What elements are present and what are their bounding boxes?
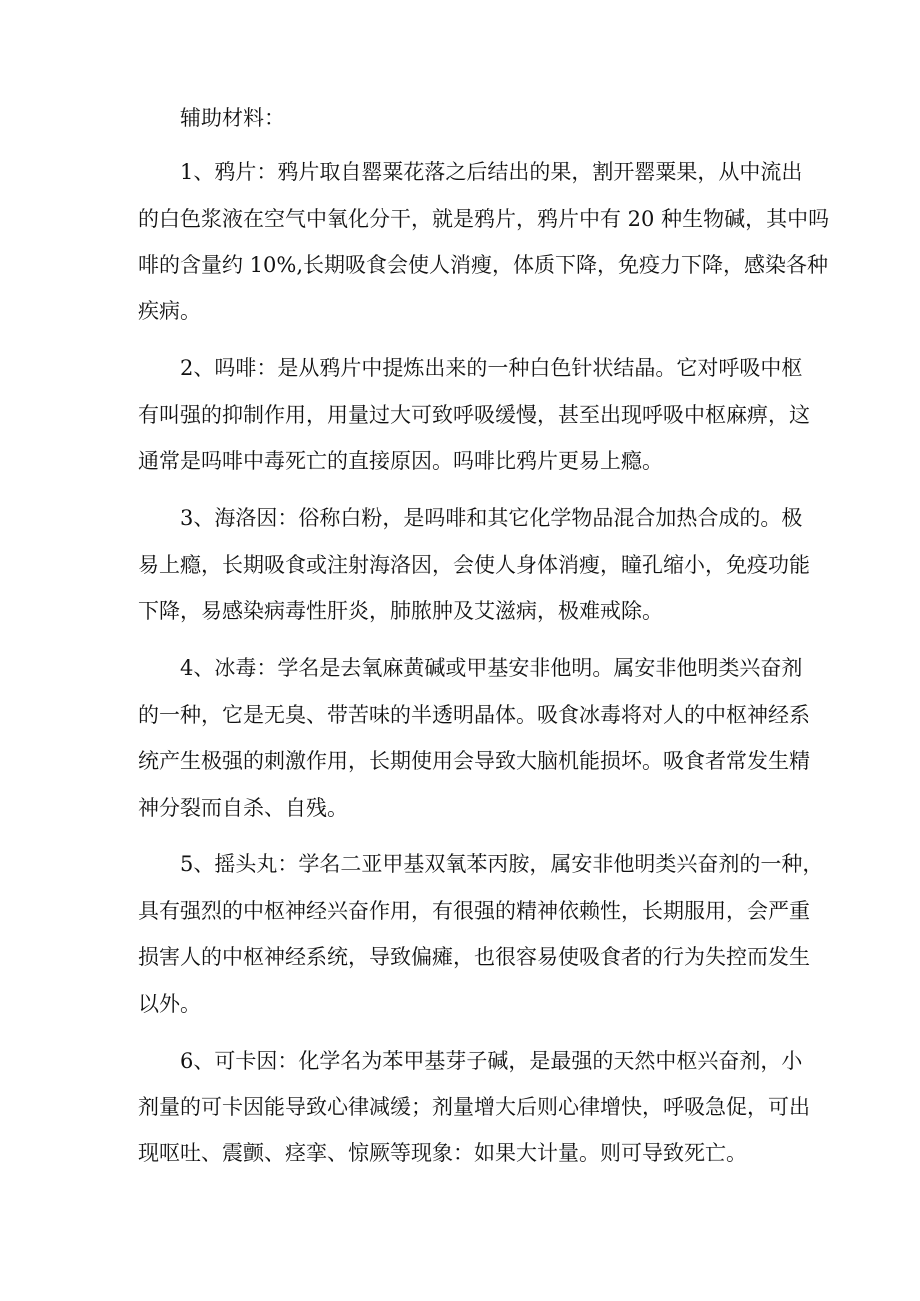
- paragraph-3-line-1: 3、海洛因：俗称白粉，是吗啡和其它化学物品混合加热合成的。极: [180, 506, 803, 530]
- paragraph-6-line-2: 剂量的可卡因能导致心律减缓；剂量增大后则心律增快，呼吸急促，可出: [138, 1095, 810, 1119]
- paragraph-2-line-1: 2、吗啡：是从鸦片中提炼出来的一种白色针状结晶。它对呼吸中枢: [180, 356, 803, 380]
- paragraph-4-line-1: 4、冰毒：学名是去氧麻黄碱或甲基安非他明。属安非他明类兴奋剂: [180, 656, 803, 680]
- paragraph-5-line-3: 损害人的中枢神经系统，导致偏瘫，也很容易使吸食者的行为失控而发生: [138, 945, 810, 969]
- paragraph-4-line-4: 神分裂而自杀、自残。: [138, 796, 348, 820]
- paragraph-5-line-2: 具有强烈的中枢神经兴奋作用，有很强的精神依赖性，长期服用，会严重: [138, 899, 810, 923]
- paragraph-3-line-3: 下降，易感染病毒性肝炎，肺脓肿及艾滋病，极难戒除。: [138, 599, 663, 623]
- paragraph-1-line-3: 啡的含量约 10%,长期吸食会使人消瘦，体质下降，免疫力下降，感染各种: [138, 253, 829, 277]
- paragraph-1-line-4: 疾病。: [138, 299, 201, 323]
- paragraph-2-line-3: 通常是吗啡中毒死亡的直接原因。吗啡比鸦片更易上瘾。: [138, 449, 663, 473]
- heading: 辅助材料：: [180, 106, 285, 130]
- paragraph-2-line-2: 有叫强的抑制作用，用量过大可致呼吸缓慢，甚至出现呼吸中枢麻痹，这: [138, 403, 810, 427]
- paragraph-4-line-2: 的一种，它是无臭、带苦味的半透明晶体。吸食冰毒将对人的中枢神经系: [138, 703, 810, 727]
- paragraph-3-line-2: 易上瘾，长期吸食或注射海洛因，会使人身体消瘦，瞳孔缩小，免疫功能: [138, 553, 810, 577]
- paragraph-5-line-1: 5、摇头丸：学名二亚甲基双氧苯丙胺，属安非他明类兴奋剂的一种，: [180, 852, 824, 876]
- paragraph-6-line-3: 现呕吐、震颤、痉挛、惊厥等现象：如果大计量。则可导致死亡。: [138, 1141, 747, 1165]
- paragraph-1-line-1: 1、鸦片：鸦片取自罂粟花落之后结出的果，割开罂粟果，从中流出: [180, 160, 803, 184]
- paragraph-5-line-4: 以外。: [138, 992, 201, 1016]
- paragraph-1-line-2: 的白色浆液在空气中氧化分干，就是鸦片，鸦片中有 20 种生物碱，其中吗: [138, 207, 830, 231]
- paragraph-4-line-3: 统产生极强的刺激作用，长期使用会导致大脑机能损坏。吸食者常发生精: [138, 749, 810, 773]
- paragraph-6-line-1: 6、可卡因：化学名为苯甲基芽子碱，是最强的天然中枢兴奋剂，小: [180, 1049, 803, 1073]
